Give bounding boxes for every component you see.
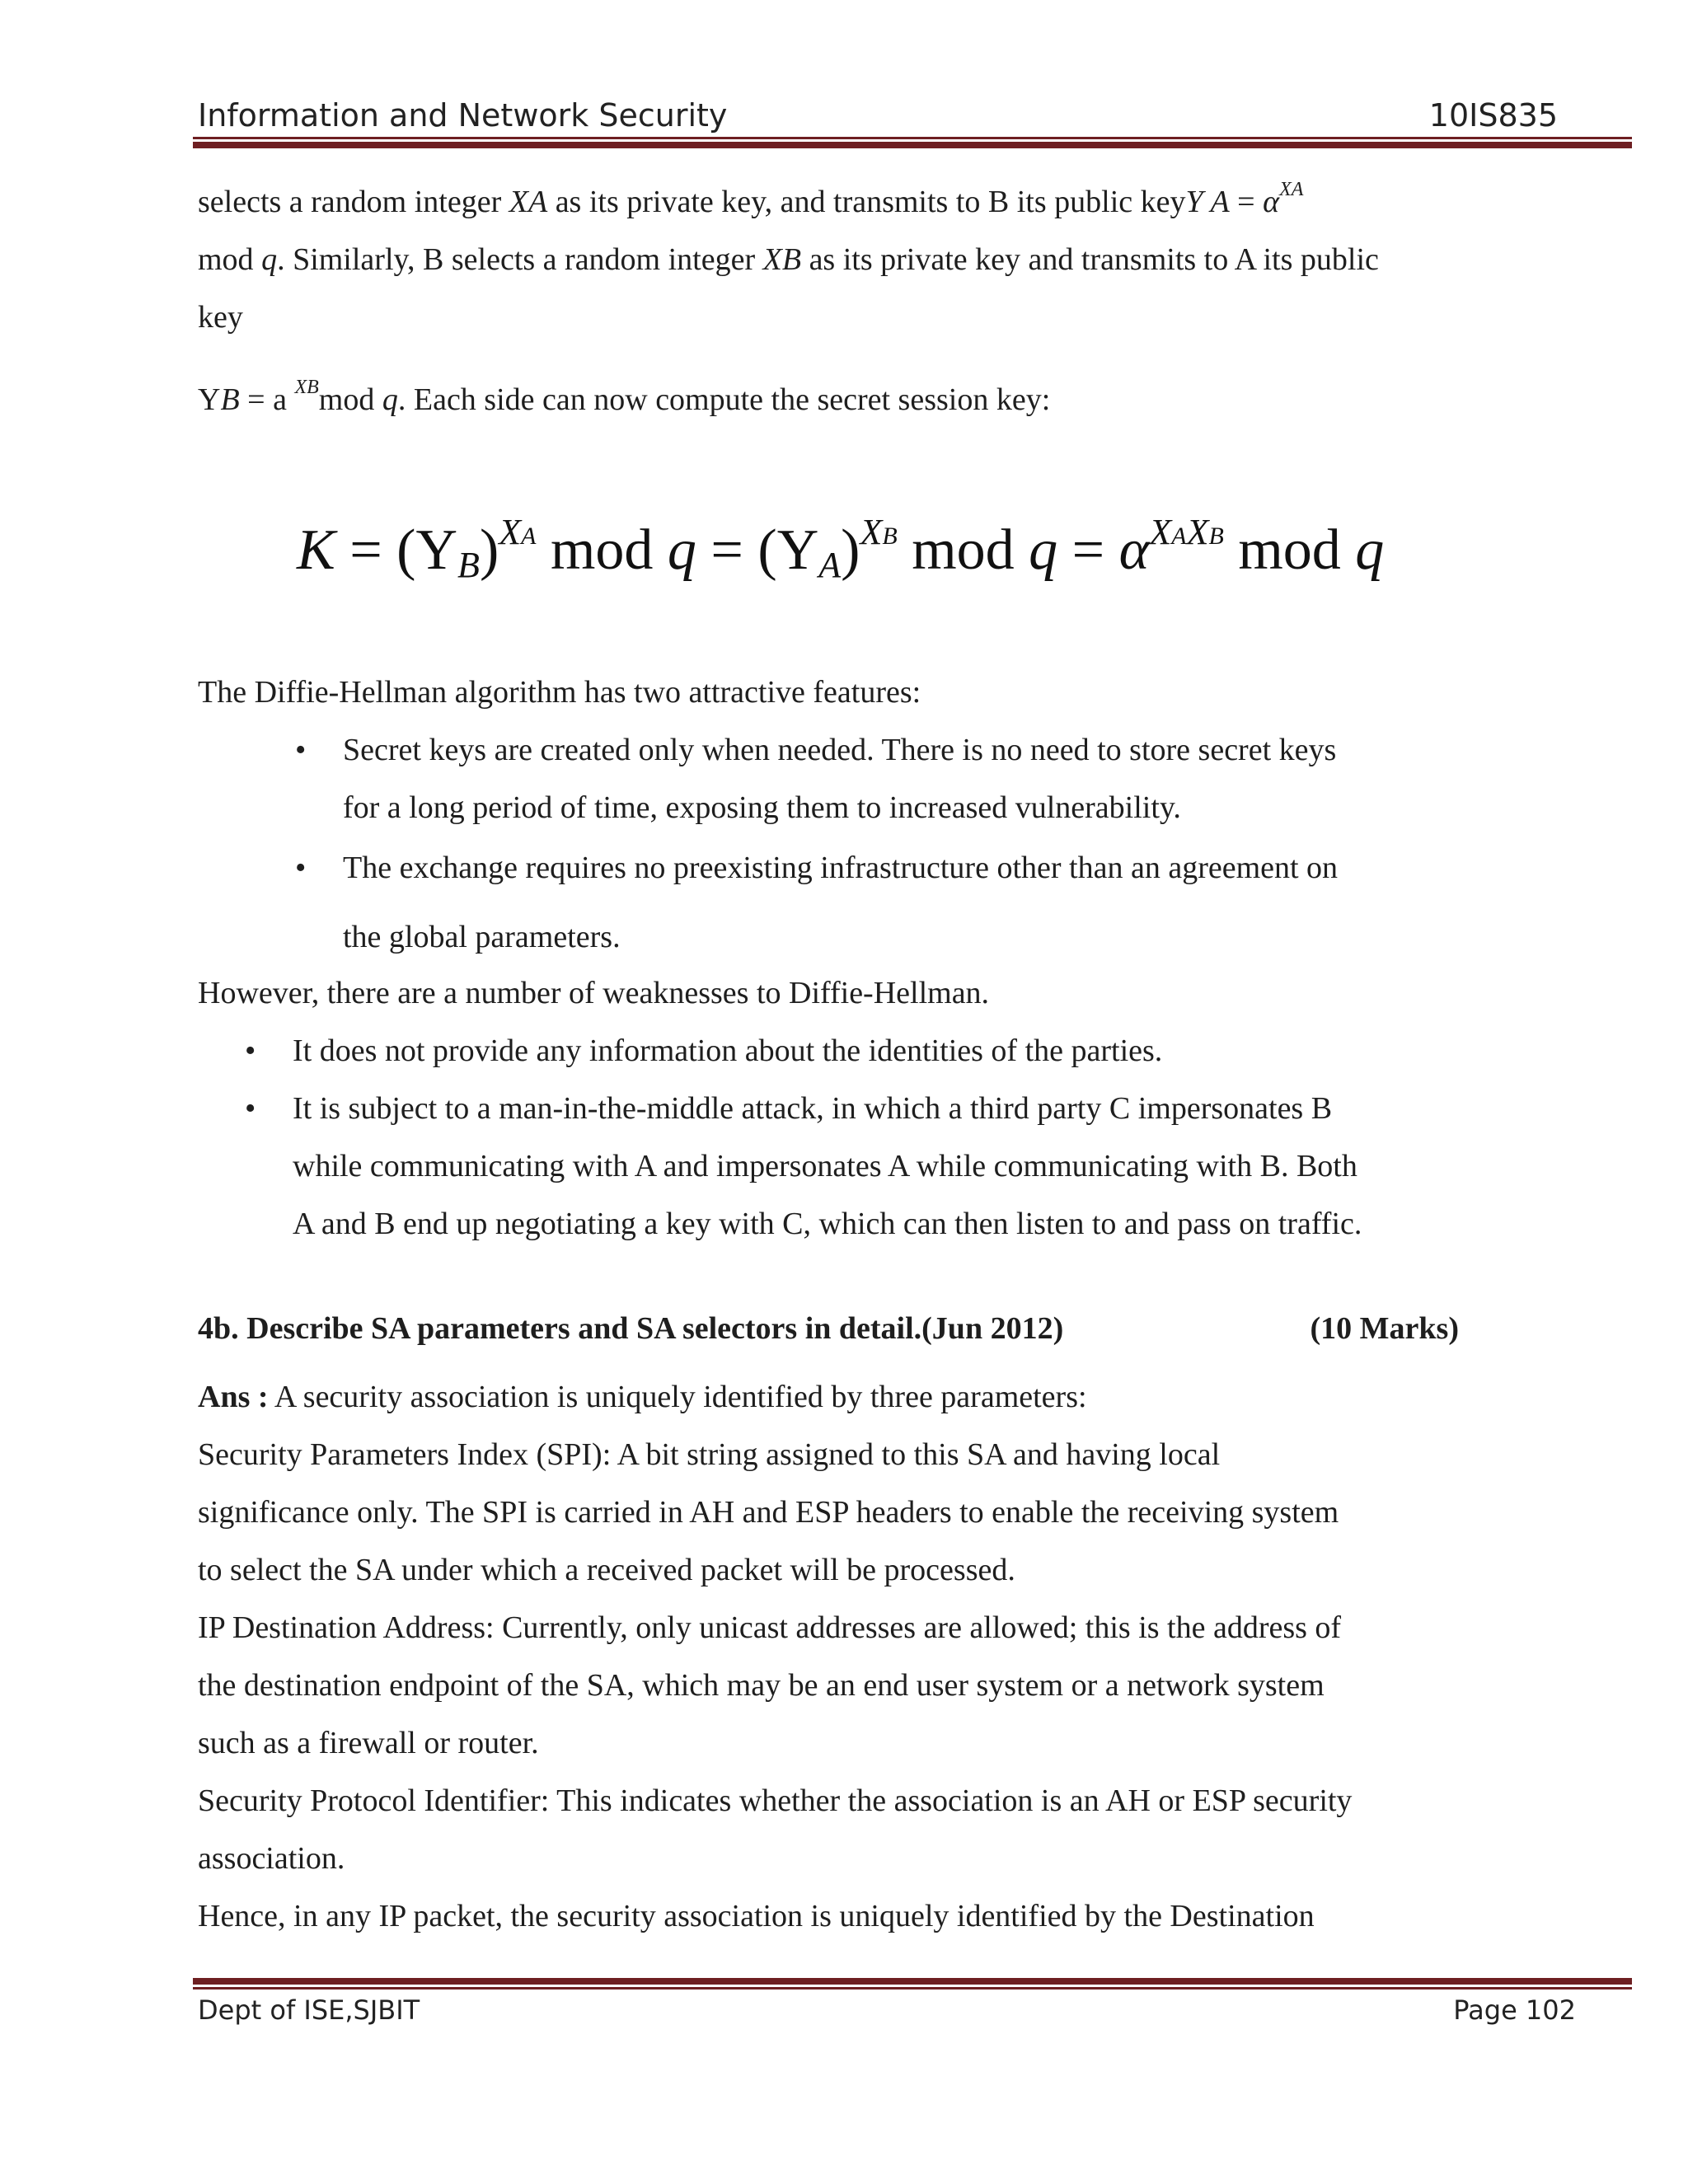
header-rule-thick [193,142,1632,148]
answer-label: Ans : [198,1380,269,1414]
spid-line-2: association. [198,1841,345,1876]
spi-line-1: Security Parameters Index (SPI): A bit string assigned to this SA and having local [198,1437,1221,1472]
footer-rule-thick [193,1978,1632,1985]
header-title: Information and Network Security [198,97,728,134]
question-heading [198,1310,1459,1347]
bullet-dot: • [295,851,307,885]
answer-intro: Ans : A security association is uniquely identified by three parameters: [198,1380,1087,1414]
feature-bullet-2-line-1: The exchange requires no preexisting infrastructure other than an agreement on [343,851,1339,885]
weakness-bullet-1-text: It does not provide any information about the identities of the parties. [293,1033,1163,1068]
feature-bullet-2-line-2: the global parameters. [343,920,621,954]
footer-page-number: Page 102 [1453,1994,1576,2026]
ip-line-1: IP Destination Address: Currently, only unicast addresses are allowed; this is the address of [198,1610,1342,1645]
question-text: 4b. Describe SA parameters and SA selectors in detail.(Jun 2012) [198,1311,1064,1346]
footer-rule-thin [193,1987,1632,1990]
header-rule-thin [193,137,1632,139]
ip-line-3: such as a firewall or router. [198,1726,539,1760]
intro-line-3: key [198,300,243,335]
intro-line-2: mod q. Similarly, B selects a random integer XB as its private key and transmits to A its public [198,242,1379,277]
spi-line-2: significance only. The SPI is carried in AH and ESP headers to enable the receiving system [198,1495,1339,1530]
intro-line-4: YB = a $^{XB}$mod q. Each side can now compute the secret session key: [198,377,1051,417]
footer-department: Dept of ISE,SJBIT [198,1994,420,2026]
bullet-dot: • [245,1033,256,1068]
feature-bullet-1-line-1: Secret keys are created only when needed. There is no need to store secret keys [343,733,1337,767]
page-footer [198,1994,1576,2036]
features-intro: The Diffie-Hellman algorithm has two attractive features: [198,675,921,710]
weakness-bullet-2-line-2: while communicating with A and impersonates A while communicating with B. Both [293,1149,1357,1183]
hence-line: Hence, in any IP packet, the security association is uniquely identified by the Destination [198,1899,1315,1933]
spid-line-1: Security Protocol Identifier: This indicates whether the association is an AH or ESP security [198,1783,1353,1818]
weaknesses-intro: However, there are a number of weaknesses to Diffie-Hellman. [198,976,990,1010]
page-header [198,97,1558,138]
intro-line-1: selects a random integer XA as its private key, and transmits to B its public keyY $A = \alpha^{XA}$ [198,179,1304,219]
header-course-code: 10IS835 [1428,97,1558,134]
bullet-dot: • [295,733,307,767]
spi-line-3: to select the SA under which a received packet will be processed. [198,1553,1015,1587]
feature-bullet-1-line-2: for a long period of time, exposing them to increased vulnerability. [343,790,1181,825]
session-key-formula: K = (YB)$^{XA}$ mod q = (YA)$^{XB}$ mod $q = \alpha^{XAXB}$ mod q [297,512,1385,585]
weakness-bullet-2-line-3: A and B end up negotiating a key with C, which can then listen to and pass on traffic. [293,1207,1362,1241]
question-marks: (10 Marks) [1310,1311,1459,1346]
ip-line-2: the destination endpoint of the SA, which may be an end user system or a network system [198,1668,1325,1703]
bullet-dot: • [245,1091,256,1126]
weakness-bullet-2-line-1: It is subject to a man-in-the-middle attack, in which a third party C impersonates B [293,1091,1333,1126]
